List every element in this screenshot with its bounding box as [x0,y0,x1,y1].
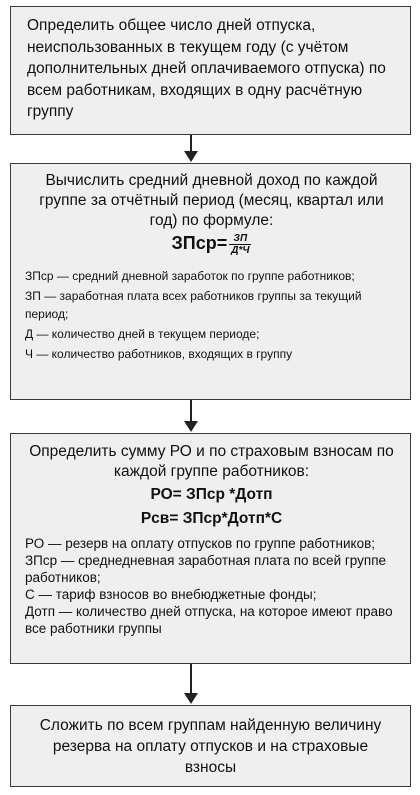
formula-numerator: ЗП [229,233,251,245]
insurance-formula: Рсв= ЗПср*Дотп*С [140,510,283,527]
reserve-formula: РО= ЗПср *Дотп [150,486,273,503]
step-box-1 [10,6,411,135]
formula-denominator: Д*Ч [231,245,250,257]
definition-2: ЗП — заработная плата всех работников группы за текущий период; [25,289,362,321]
definition-3: Д — количество дней в текущем периоде; [25,327,260,341]
step-1-text: Определить общее число дней отпуска, неиспользованных в текущем году (с учётом дополнительных дней оплачиваемого отпуска) по всем работникам, входящих в одну расчётную группу [27,17,386,120]
flow-arrow-2 [183,400,199,432]
flow-arrow-3 [183,664,199,704]
step-box-4 [10,705,411,787]
step-box-3 [10,433,411,664]
formula-fraction [229,233,251,256]
definition-8: Дотп — количество дней отпуска, на которое имеют право все работники группы [25,604,393,636]
definition-5: РО — резерв на оплату отпусков по группе работников; [25,536,376,551]
flow-arrow-1 [183,135,199,162]
formula-lhs: ЗПср= [171,233,228,253]
daily-income-formula [25,233,398,265]
definition-7: С — тариф взносов во внебюджетные фонды; [25,587,317,602]
definition-4: Ч — количество работников, входящих в группу [25,347,293,361]
definition-1: ЗПср — средний дневной заработок по группе работников; [25,269,355,283]
step-3-text: Определить сумму РО и по страховым взносам по каждой группе работников: [29,443,394,480]
step-2-text: Вычислить средний дневной доход по каждой группе за отчётный период (месяц, квартал или год) по формуле: [39,172,384,229]
definition-6: ЗПср — среднедневная заработная плата по всей группе работников; [25,553,387,585]
step-4-text: Сложить по всем группам найденную величину резерва на оплату отпусков и на страховые взносы [39,717,382,776]
step-box-2 [10,163,411,400]
